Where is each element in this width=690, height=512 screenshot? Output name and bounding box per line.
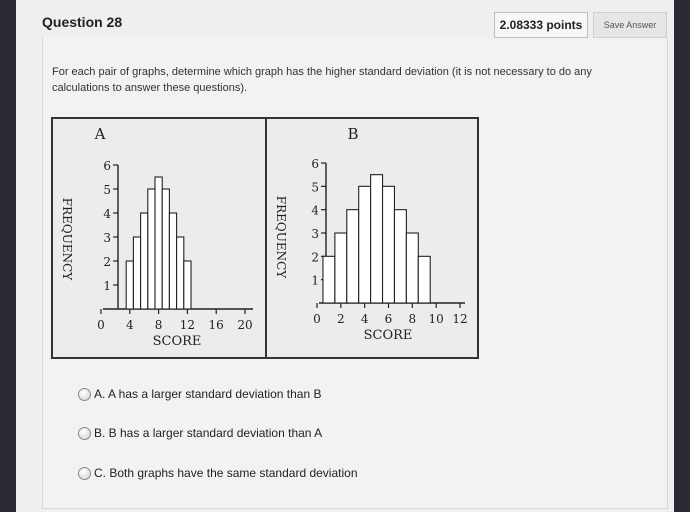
chart-a-bar-6 <box>169 213 176 309</box>
chart-a-bar-8 <box>184 261 191 309</box>
chart-a-bar-1 <box>133 237 140 309</box>
chart-b-title: B <box>347 125 359 143</box>
chart-a-x-tick-label-16: 16 <box>208 318 224 332</box>
chart-b-x-tick-label-4: 4 <box>360 312 369 326</box>
panel-a <box>53 119 265 357</box>
chart-a-y-tick-label-2: 2 <box>103 255 111 269</box>
chart-b-x-label: SCORE <box>363 328 413 343</box>
chart-b-y-label: FREQUENCY <box>274 195 288 279</box>
question-body <box>42 38 668 509</box>
chart-b-x-tick-label-10: 10 <box>428 312 444 326</box>
chart-a-y-tick-label-3: 3 <box>103 231 111 245</box>
chart-b-y-tick-label-3: 3 <box>311 227 319 241</box>
chart-b-bar-6 <box>394 210 406 303</box>
chart-b-x-tick-label-6: 6 <box>384 312 393 326</box>
chart-a-y-tick-label-5: 5 <box>103 183 111 197</box>
chart-a-x-tick-label-20: 20 <box>237 318 253 332</box>
question-header <box>42 8 666 39</box>
chart-b-bar-5 <box>383 186 395 303</box>
chart-b-x-tick-label-2: 2 <box>337 312 345 326</box>
chart-a-x-tick-label-0: 0 <box>97 318 105 332</box>
histogram-b <box>267 119 477 357</box>
question-prompt: For each pair of graphs, determine which graph has the higher standard deviation (it is not necessary to do any calculations to answer these questions). <box>52 66 592 94</box>
chart-a-bar-2 <box>141 213 148 309</box>
page <box>16 0 674 512</box>
option-b-radio[interactable] <box>78 427 91 440</box>
option-b-label: B. B has a larger standard deviation than A <box>94 426 323 440</box>
chart-b-bar-2 <box>347 210 359 303</box>
chart-a-x-tick-label-12: 12 <box>179 318 196 332</box>
chart-a-bar-3 <box>148 189 155 309</box>
chart-b-bar-1 <box>335 233 347 303</box>
save-answer-button[interactable]: Save Answer <box>593 12 667 38</box>
chart-b-y-tick-label-2: 2 <box>311 250 319 265</box>
chart-a-bar-0 <box>126 261 133 309</box>
chart-b-bar-3 <box>359 186 371 303</box>
panel-b <box>267 119 479 357</box>
chart-a-x-label: SCORE <box>152 334 202 349</box>
points-badge: 2.08333 points <box>494 12 588 38</box>
chart-b-x-tick-label-0: 0 <box>313 312 321 326</box>
chart-a-bar-7 <box>177 237 184 309</box>
chart-a-y-tick-label-6: 6 <box>103 159 111 173</box>
option-a-label: A. A has a larger standard deviation than B <box>94 387 322 401</box>
chart-a-title: A <box>94 125 106 143</box>
chart-b-bar-4 <box>371 175 383 303</box>
chart-a-bar-4 <box>155 177 162 309</box>
question-title: Question 28 <box>42 14 123 30</box>
chart-b-bar-0 <box>323 256 335 303</box>
option-c-label: C. Both graphs have the same standard deviation <box>94 466 358 480</box>
histogram-figure <box>51 117 479 359</box>
chart-b-bar-7 <box>406 233 418 303</box>
option-c-radio[interactable] <box>78 467 91 480</box>
chart-b-y-tick-label-4: 4 <box>311 203 319 218</box>
chart-b-x-tick-label-12: 12 <box>452 312 468 326</box>
chart-a-y-tick-label-4: 4 <box>103 207 111 221</box>
option-a-radio[interactable] <box>78 388 91 401</box>
histogram-a <box>53 119 265 357</box>
chart-a-bar-5 <box>162 189 169 309</box>
chart-a-y-tick-label-1: 1 <box>103 279 111 293</box>
chart-a-y-label: FREQUENCY <box>60 197 74 281</box>
chart-b-y-tick-label-6: 6 <box>311 157 319 171</box>
chart-b-x-tick-label-8: 8 <box>408 312 417 326</box>
chart-a-x-tick-label-8: 8 <box>154 318 163 332</box>
chart-b-bar-8 <box>418 256 430 303</box>
chart-b-y-tick-label-5: 5 <box>311 180 319 195</box>
chart-b-y-tick-label-1: 1 <box>311 273 319 288</box>
chart-a-x-tick-label-4: 4 <box>125 318 134 332</box>
